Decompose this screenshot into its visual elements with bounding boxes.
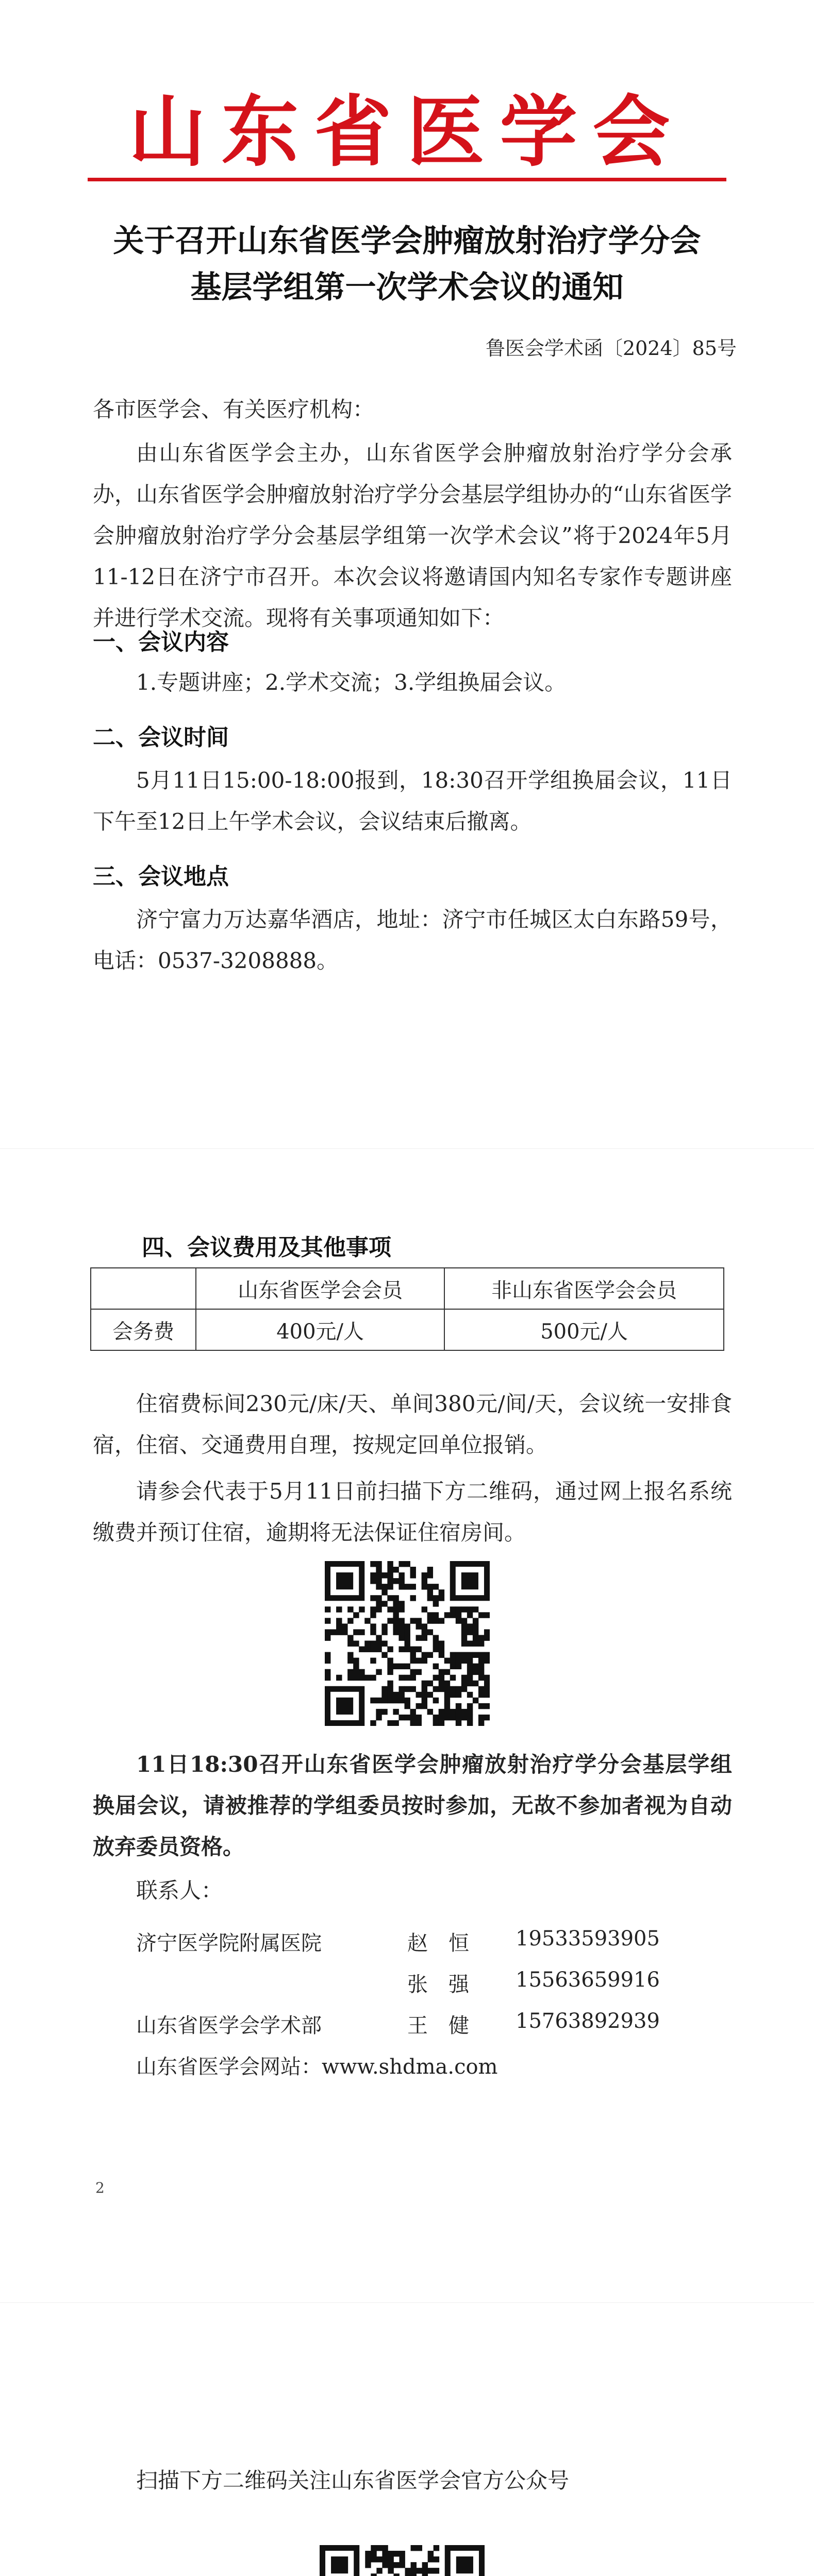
wechat-qr-code[interactable] bbox=[320, 2545, 485, 2576]
contact-0-phone[interactable]: 19533593905 bbox=[516, 1927, 660, 1951]
fee-table bbox=[90, 1267, 724, 1351]
registration-paragraph: 请参会代表于5月11日前扫描下方二维码，通过网上报名系统缴费并预订住宿，逾期将无法保证住宿房间。 bbox=[93, 1479, 732, 1545]
contact-1-phone[interactable]: 15563659916 bbox=[516, 1968, 660, 1992]
section-2-body: 5月11日15:00-18:00报到，18:30召开学组换届会议，11日下午至12日上午学术会议，会议结束后撤离。 bbox=[93, 768, 732, 834]
fee-table-row bbox=[91, 1309, 724, 1350]
page-3 bbox=[0, 2303, 814, 2576]
nonmember-fee: 500元/人 bbox=[444, 1309, 724, 1350]
page-number: 2 bbox=[95, 2179, 105, 2196]
org-header: 山东省医学会 bbox=[128, 88, 686, 177]
fee-table-col-nonmember: 非山东省医学会会员 bbox=[444, 1268, 724, 1309]
section-1-heading: 一、会议内容 bbox=[93, 629, 229, 655]
contact-0-org: 济宁医学院附属医院 bbox=[136, 1931, 322, 1955]
section-1-body: 1.专题讲座；2.学术交流；3.学组换届会议。 bbox=[136, 670, 567, 695]
contact-2-org: 山东省医学会学术部 bbox=[136, 2014, 322, 2038]
fee-table-col-member: 山东省医学会会员 bbox=[196, 1268, 444, 1309]
intro-paragraph: 由山东省医学会主办，山东省医学会肿瘤放射治疗学分会承办，山东省医学会肿瘤放射治疗学分会基层学组协办的“山东省医学会肿瘤放射治疗学分会基层学组第一次学术会议”将于2024年5月11-12日在济宁市召开。本次会议将邀请国内知名专家作专题讲座并进行学术交流。现将有关事项通知如下： bbox=[93, 440, 732, 631]
fee-table-row-label: 会务费 bbox=[91, 1309, 196, 1350]
page-2 bbox=[0, 1149, 814, 2303]
document-number: 鲁医会学术函〔2024〕85号 bbox=[485, 337, 737, 360]
fee-table-header-row bbox=[91, 1268, 724, 1309]
contact-1-name: 张 强 bbox=[407, 1973, 469, 1996]
header-red-rule bbox=[88, 178, 726, 181]
lodging-paragraph: 住宿费标间230元/床/天、单间380元/间/天，会议统一安排食宿，住宿、交通费用自理，按规定回单位报销。 bbox=[93, 1391, 732, 1458]
section-2-heading: 二、会议时间 bbox=[93, 724, 229, 751]
section-3-heading: 三、会议地点 bbox=[93, 863, 229, 890]
website-line[interactable]: 山东省医学会网站：www.shdma.com bbox=[136, 2055, 498, 2079]
page-1 bbox=[0, 0, 814, 1149]
fee-table-corner bbox=[91, 1268, 196, 1309]
salutation: 各市医学会、有关医疗机构： bbox=[93, 397, 375, 422]
contact-2-name: 王 健 bbox=[407, 2014, 469, 2038]
doc-title-line-1: 关于召开山东省医学会肿瘤放射治疗学分会 bbox=[113, 223, 701, 259]
section-4-heading: 四、会议费用及其他事项 bbox=[142, 1234, 391, 1261]
contact-0-name: 赵 恒 bbox=[407, 1931, 469, 1955]
wechat-caption: 扫描下方二维码关注山东省医学会官方公众号 bbox=[136, 2468, 570, 2493]
member-fee: 400元/人 bbox=[196, 1309, 444, 1350]
doc-title-line-2: 基层学组第一次学术会议的通知 bbox=[190, 269, 624, 306]
election-paragraph: 11日18:30召开山东省医学会肿瘤放射治疗学分会基层学组换届会议，请被推荐的学组委员按时参加，无故不参加者视为自动放弃委员资格。 bbox=[93, 1752, 732, 1859]
section-3-body: 济宁富力万达嘉华酒店，地址：济宁市任城区太白东路59号，电话：0537-3208888。 bbox=[93, 907, 732, 973]
contact-2-phone[interactable]: 15763892939 bbox=[516, 2009, 660, 2033]
contact-label: 联系人： bbox=[136, 1878, 223, 1903]
registration-qr-code[interactable] bbox=[325, 1561, 490, 1726]
